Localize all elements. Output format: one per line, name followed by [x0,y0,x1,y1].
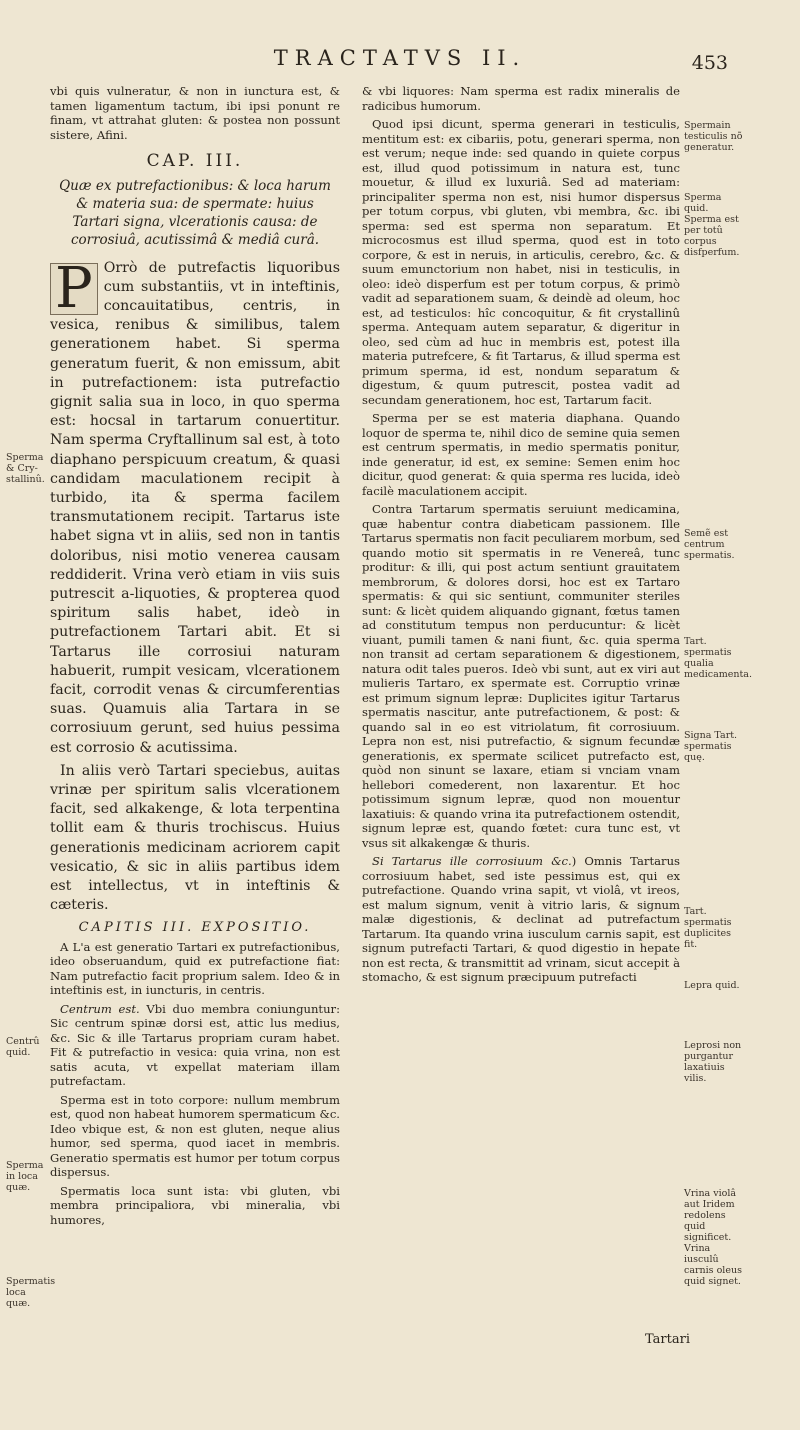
exposition-paragraph-1: A L'a est generatio Tartari ex putrefactionibus, ideo obseruandum, quid ex putrefactione fiat: Nam putrefactio facit proprium salem. Ideo & in inteftinis est, in iuncturis, in centris. [50,939,340,998]
margin-note-right: Leprosi non purgantur laxatiuis vilis. [684,1040,742,1084]
right-column [362,84,680,989]
chapter-body [50,255,340,916]
right-paragraph-2: Quod ipsi dicunt, sperma generari in testiculis, mentitum est: ex cibariis, potu, generari sperma, non est verum; neque inde: sed quando in quiete corpus est, illud quod potissimum in natura est, tunc mouetur, & illud ex luxuriâ. Sed ad materiam: principaliter sperma non est, nisi humor dispersus per totum corpus, vbi gluten, vbi membra, &c. ibi sperma: sed est sperma non separatum. Et microcosmus est illud sperma, quod est in toto corpore, & est in neruis, in articulis, cerebro, &c. & suum emunctorium non habet, nisi in testiculis, in oleo: ideò disperfum est per totum corpus, & primò vadit ad separationem suam, & deindè ad oleum, hoc est, ad testiculos: hîc concoquitur, & fit crystallinû sperma. Antequam autem separatur, & digeritur in oleo, sed cùm ad huc in membris est, potest illa materia putrefcere, & fit Tartarus, & illud sperma est primum sperma, id est, nondum separatum & digestum, & quum putrescit, postea vadit ad secundam generationem, hoc est, Tartarum facit. [362,117,680,407]
margin-note-left: Centrû quid. [6,1036,40,1058]
margin-note-right: Lepra quid. [684,980,740,991]
right-paragraph-3: Sperma per se est materia diaphana. Quando loquor de sperma te, nihil dico de semine quia semen est centrum spermatis, in medio spermatis ponitur, inde generatur, id est, ex semine: Semen enim hoc dicitur, quod generat: & quia sperma res lucida, ideò facilè maculationem accipit. [362,411,680,498]
right-lead: Si Tartarus ille corrosiuum &c. [372,854,572,868]
dropcap-initial: P [50,263,98,315]
right-paragraph-1: & vbi liquores: Nam sperma est radix mineralis de radicibus humorum. [362,84,680,113]
margin-note-right: Signa Tart. spermatis quę. [684,730,738,763]
margin-note-left: Spermatis loca quæ. [6,1276,56,1309]
margin-note-right: Semẽ est centrum spermatis. [684,528,735,561]
chapter-paragraph-1: Orrò de putrefactis liquoribus cum substantiis, vt in inteftinis, concauitatibus, centris, in vesica, renibus & similibus, talem generationem habet. Si sperma generatum fuerit, & non emissum, abit in putrefactionem: ista putrefactio gignit salia sua in loco, in quo sperma est: hocsal in tartarum conuertitur. Nam sperma Cryftallinum sal est, à toto diaphano perspicuum creatum, & quasi candidam maculationem recipit à turbido, ita & sperma facilem transmutationem recipit. Tartarus iste habet signa vt in aliis, sed non in tantis doloribus, nisi motio venerea causam reddiderit. Vrina verò etiam in viis suis putrescit a-liquoties, & propterea quod spiritum salis habet, ideò in putrefactionem Tartari abit. Et si Tartarus ille corrosiui naturam habuerit, rumpit vesicam, vlcerationem facit, corrodit venas & circumferentias suas. Quamuis alia Tartara in se corrosiuum gerunt, sed huius pessima est corrosio & acutissima. [50,259,340,756]
exposition-text: Vbi duo membra coniunguntur: Sic centrum spinæ dorsi est, attic lus medius, &c. Sic & ille Tartarus propriam curam habet. Fit & putrefactio in vesica: quia vrina, non est satis acuta, vt expellat materiam illam putrefactam. [50,1001,341,1089]
exposition-lead: Centrum est. [60,1001,140,1016]
exposition-title: CAPITIS III. EXPOSITIO. [78,920,312,936]
margin-note-right: Spermain testiculis nõ generatur. [684,120,743,153]
intro-paragraph: vbi quis vulneratur, & non in iunctura est, & tamen ligamentum tactum, ibi ipsi ponunt re finam, vt attrahat gluten: & postea non possunt sistere, Afini. [50,84,340,142]
exposition-paragraph-4: Spermatis loca sunt ista: vbi gluten, vbi membra principaliora, vbi mineralia, vbi humores, [50,1183,340,1227]
exposition-paragraph-2 [50,1002,340,1089]
margin-note-right: Tart. spermatis duplicites fit. [684,906,732,950]
chapter-paragraph-2: In aliis verò Tartari speciebus, auitas vrinæ per spiritum salis vlcerationem facit, sed alkakenge, & lota terpentina tollit eam & thuris trochiscus. Huius generationis medicinam acriorem capit vesicatio, & sic in aliis partibus idem est intellectus, vt in inteftinis & cæteris. [50,762,340,914]
margin-note-right: Tart. spermatis qualia medicamenta. [684,636,752,680]
page-number: 453 [691,52,728,74]
margin-note-left: Sperma in loca quæ. [6,1160,44,1193]
exposition-paragraph-3: Sperma est in toto corpore: nullum membrum est, quod non habeat humorem spermaticum &c. Ideo vbique est, & non est gluten, neque alius humor, sed sperma, quod iacet in membris. Generatio spermatis est humor per totum corpus dispersus. [50,1092,340,1180]
running-head: TRACTATVS II. [273,46,527,70]
right-paragraph-5 [362,854,680,985]
chapter-title: CAP. III. [146,151,244,171]
margin-note-right: Sperma quid. Sperma est per totû corpus disfperfum. [684,192,740,258]
catchword: Tartari [645,1332,690,1347]
margin-note-right: Vrina violâ aut Iridem redolens quid significet. Vrina iusculû carnis oleus quid signet. [684,1188,742,1287]
chapter-summary: Quæ ex putrefactionibus: & loca harum & materia sua: de spermate: huius Tartari signa, vlcerationis causa: de corrosiuâ, acutissimâ & mediâ curâ. [59,177,331,248]
right-text: ) Omnis Tartarus corrosiuum habet, sed iste pessimus est, qui ex putrefactione. Quando vrina sapit, vt violâ, vt ireos, est malum signum, venit à vitrio laris, & signum malæ digestionis, & declinat ad putrefactum Tartarum. Ita quando vrina iusculum carnis sapit, est signum putrefacti Tartari, & quod digestio in hepate non est recta, & transmittit ad vrinam, sicut accepit à stomacho, & est signum præcipuum putrefacti [362,854,680,984]
margin-note-left: Sperma & Cry-stallinû. [6,452,45,485]
right-paragraph-4: Contra Tartarum spermatis seruiunt medicamina, quæ habentur contra diabeticam passionem. Ille Tartarus spermatis non facit peculiarem morbum, sed quando motio sit spermatis in re Venereâ, tunc proditur: & illi, qui post actum sentiunt grauitatem membrorum, & dolores dorsi, hoc est ex Tartaro spermatis: & qui sic sentiunt, communiter steriles sunt: & licèt quidem aliquando gignant, fœtus tamen ad constitutum tempus non perducuntur: & licèt viuant, pumili tamen & nani fiunt, &c. quia sperma non transit ad certam separationem & digestionem, natura odit tales pueros. Ideò vbi sunt, aut ex viri aut mulieris Tartaro, ex spermate est. Corruptio vrinæ est primum signum lepræ: Duplicites igitur Tartarus spermatis nascitur, ante putrefactionem, & post: & quando sal in eo est vitriolatum, fit corrosiuum. Lepra non est, nisi putrefactio, & signum fecundæ generationis, ex spermate scilicet putrefacto est, quòd non sinunt se laxare, etiam si vnciam vnam hellebori comederent, non laxarentur. Et hoc potissimum signum lepræ, quod non mouentur laxatiuis: & quando vrina ita putrefactionem ostendit, signum lepræ est, quando fœtet: cura tunc est, vt vsus sit alkakengæ & thuris. [362,502,680,850]
left-column [50,84,340,1231]
